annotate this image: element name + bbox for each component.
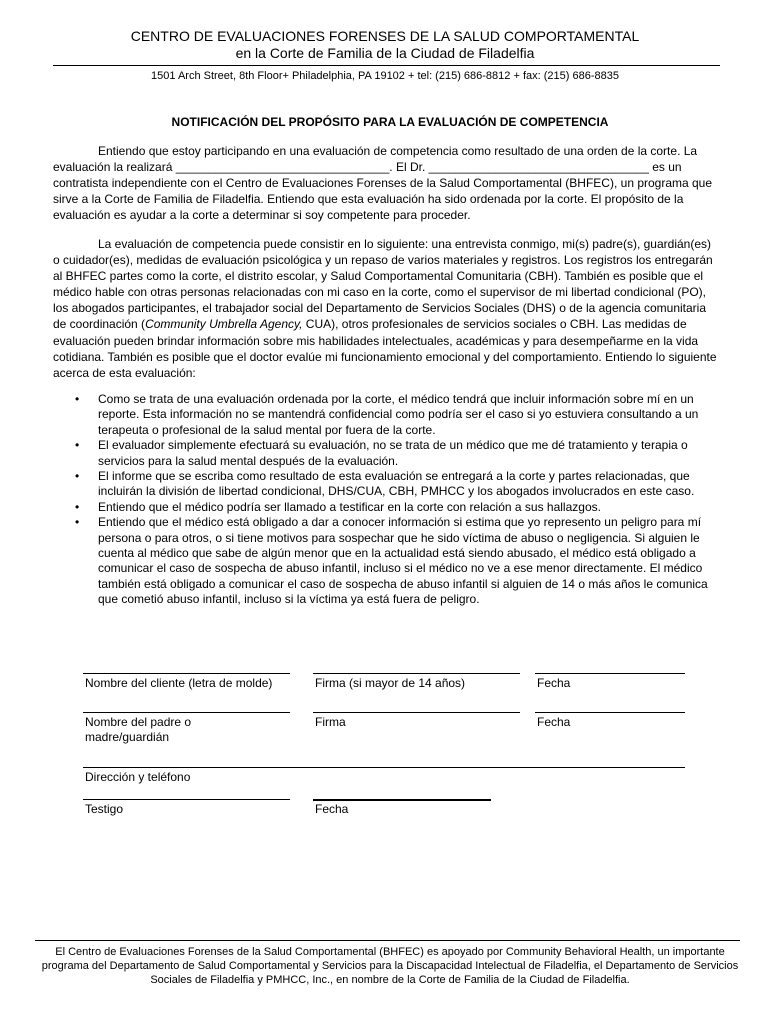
- list-item: [53, 392, 718, 438]
- client-signature-line[interactable]: [313, 673, 520, 674]
- paragraph-evaluation-text-b: CUA), otros profesionales de servicios sociales o CBH. Las medidas de evaluación pueden brindar información sobre mis habilidades intelectuales, académicas y para desempeñarme en la vida cotidiana. También es posible que el doctor evalúe mi funcionamiento emocional y del comportamiento. Entiendo lo siguiente acerca de esta evaluación:: [53, 317, 717, 380]
- guardian-signature-label: Firma: [315, 715, 346, 729]
- client-name-label: Nombre del cliente (letra de molde): [85, 676, 273, 690]
- footer-divider: [35, 940, 740, 941]
- org-subtitle: en la Corte de Familia de la Ciudad de Filadelfia: [235, 45, 535, 61]
- guardian-name-label: Nombre del padre o madre/guardián: [85, 715, 192, 744]
- client-date-line[interactable]: [535, 673, 685, 674]
- bullet-icon: •: [75, 515, 80, 530]
- header-divider: [53, 65, 720, 66]
- paragraph-purpose-text: Entiendo que estoy participando en una evaluación de competencia como resultado de una orden de la corte. La evaluación la realizará ________________________________. El Dr. _________________________________ es un contratista independiente con el Centro de Evaluaciones Forenses de la Salud Comportamental (BHFEC), un programa que sirve a la Corte de Familia de Filadelfia. Entiendo que esta evaluación ha sido ordenada por la corte. El propósito de la evaluación es ayudar a la corte a determinar si soy competente para proceder.: [53, 144, 713, 223]
- list-item: [53, 438, 718, 469]
- bullet-icon: •: [75, 438, 80, 453]
- guardian-date-label: Fecha: [537, 715, 571, 729]
- paragraph-evaluation-content: [53, 236, 718, 381]
- guardian-date-line[interactable]: [535, 712, 685, 713]
- paragraph-evaluation-text-a: La evaluación de competencia puede consistir en lo siguiente: una entrevista conmigo, mi(s) padre(s), guardián(es) o cuidador(es), medidas de evaluación psicológica y un repaso de varios materiales y registros. Los registros los entregarán al BHFEC partes como la corte, el distrito escolar, y Salud Comportamental Comunitaria (CBH). También es posible que el médico hable con otras personas relacionadas con mi caso en la corte, como el supervisor de mi libertad condicional (PO), los abogados participantes, el trabajador social del Departamento de Servicios Sociales (DHS) o de la agencia comunitaria de coordinación (: [53, 237, 713, 332]
- witness-label: Testigo: [85, 802, 124, 816]
- bullet-icon: •: [75, 392, 80, 406]
- client-name-line[interactable]: [83, 673, 290, 674]
- bullet-icon: •: [75, 469, 80, 484]
- list-item-text: El informe que se escriba como resultado de esta evaluación se entregará a la corte y partes relacionadas, que incluirán la división de libertad condicional, DHS/CUA, CBH, PMHCC y los abogados involucrados en este caso.: [98, 469, 695, 499]
- guardian-signature-line[interactable]: [313, 712, 520, 713]
- list-item-text: El evaluador simplemente efectuará su evaluación, no se trata de un médico que me dé tratamiento y terapia o servicios para la salud mental después de la evaluación.: [98, 438, 688, 468]
- paragraph-purpose: [53, 143, 718, 223]
- list-item-text: Como se trata de una evaluación ordenada por la corte, el médico tendrá que incluir información sobre mí en un reporte. Esta información no se mantendrá confidencial como podría ser el caso si yo estuviera consultando a un terapeuta o profesional de la salud mental por fuera de la corte.: [98, 392, 699, 437]
- list-item: [53, 515, 718, 607]
- acknowledgement-list: [53, 392, 718, 608]
- client-signature-label: Firma (si mayor de 14 años): [315, 676, 466, 690]
- list-item: [53, 469, 718, 500]
- paragraph-evaluation-italic: Community Umbrella Agency,: [145, 317, 303, 332]
- address-phone-line[interactable]: [83, 767, 685, 768]
- list-item-text: Entiendo que el médico está obligado a dar a conocer información si estima que yo represento un peligro para mí persona o para otros, o si tiene motivos para sospechar que he sido víctima de abuso o negligencia. Si alguien le cuenta al médico que sabe de algún menor que en la actualidad está siendo abusado, el médico está obligado a comunicar el caso de sospecha de abuso infantil, incluso si el médico no ve a ese menor directamente. El médico también está obligado a comunicar el caso de sospecha de abuso infantil si alguien de 14 o más años le comunica que cometió abuso infantil, incluso si la víctima ya está fuera de peligro.: [98, 515, 708, 607]
- bullet-icon: •: [75, 499, 80, 514]
- witness-date-label: Fecha: [315, 802, 349, 816]
- address-phone-label: Dirección y teléfono: [85, 770, 191, 784]
- footer-note: El Centro de Evaluaciones Forenses de la Salud Comportamental (BHFEC) es apoyado por Community Behavioral Health, un importante programa del Departamento de Salud Comportamental y Servicios para la Discapacidad Intelectual de Filadelfia, el Departamento de Servicios Sociales de Filadelfia y PMHCC, Inc., en nombre de la Corte de Familia de la Ciudad de Filadelfia.: [41, 946, 739, 986]
- witness-line[interactable]: [83, 799, 290, 800]
- client-date-label: Fecha: [537, 676, 571, 690]
- document-title: NOTIFICACIÓN DEL PROPÓSITO PARA LA EVALUACIÓN DE COMPETENCIA: [171, 115, 609, 129]
- witness-date-line[interactable]: [313, 799, 491, 801]
- org-address: 1501 Arch Street, 8th Floor+ Philadelphia, PA 19102 + tel: (215) 686-8812 + fax: (215) 686-8835: [151, 70, 619, 82]
- org-name: CENTRO DE EVALUACIONES FORENSES DE LA SALUD COMPORTAMENTAL: [130, 28, 640, 44]
- list-item-text: Entiendo que el médico podría ser llamado a testificar en la corte con relación a sus hallazgos.: [98, 499, 601, 514]
- guardian-name-line[interactable]: [83, 712, 290, 713]
- list-item: [53, 500, 718, 515]
